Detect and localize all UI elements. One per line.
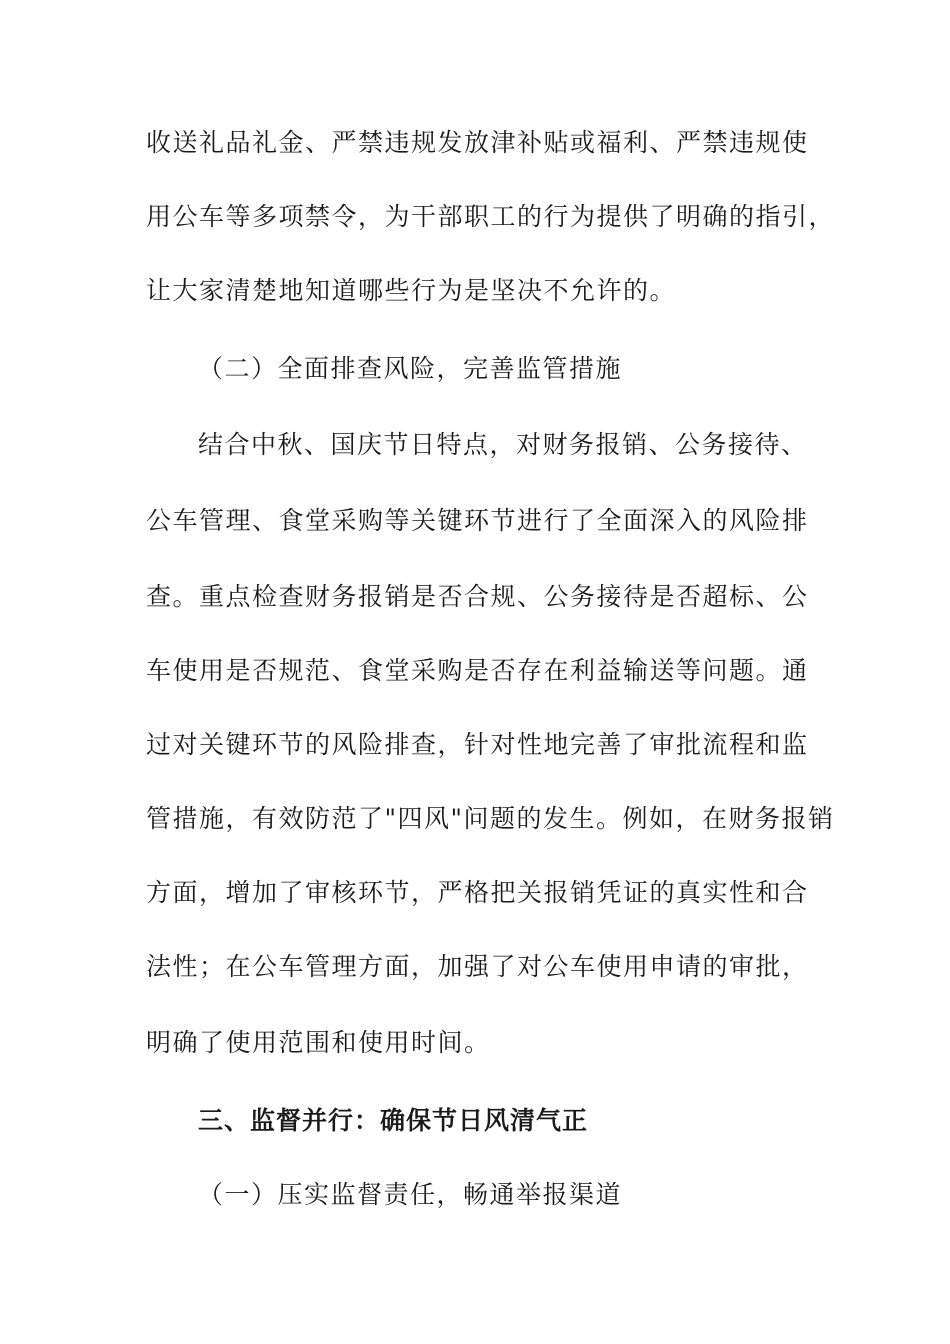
- section-2-line-9: 明确了使用范围和使用时间。: [146, 1028, 491, 1057]
- paragraph-1-line-3: 让大家清楚地知道哪些行为是坚决不允许的。: [146, 276, 677, 305]
- section-2-line-4: 车使用是否规范、食堂采购是否存在利益输送等问题。通: [146, 656, 809, 685]
- section-2-line-8: 法性；在公车管理方面，加强了对公车使用申请的审批，: [146, 952, 809, 981]
- section-3-subheading: （一）压实监督责任，畅通举报渠道: [198, 1180, 623, 1209]
- section-2-line-5: 过对关键环节的风险排查，针对性地完善了审批流程和监: [146, 730, 809, 759]
- section-2-line-3: 查。重点检查财务报销是否合规、公务接待是否超标、公: [146, 582, 809, 611]
- section-2-line-7: 方面，增加了审核环节，严格把关报销凭证的真实性和合: [146, 878, 809, 907]
- section-3-heading: 三、监督并行：确保节日风清气正: [198, 1106, 589, 1135]
- section-2-line-6: 管措施，有效防范了"四风"问题的发生。例如，在财务报销: [146, 804, 835, 833]
- paragraph-1-line-2: 用公车等多项禁令，为干部职工的行为提供了明确的指引，: [146, 202, 836, 231]
- section-2-line-2: 公车管理、食堂采购等关键环节进行了全面深入的风险排: [146, 506, 809, 535]
- section-2-heading: （二）全面排查风险，完善监管措施: [198, 354, 623, 383]
- section-2-line-1: 结合中秋、国庆节日特点，对财务报销、公务接待、: [198, 430, 808, 459]
- paragraph-1-line-1: 收送礼品礼金、严禁违规发放津补贴或福利、严禁违规使: [146, 128, 809, 157]
